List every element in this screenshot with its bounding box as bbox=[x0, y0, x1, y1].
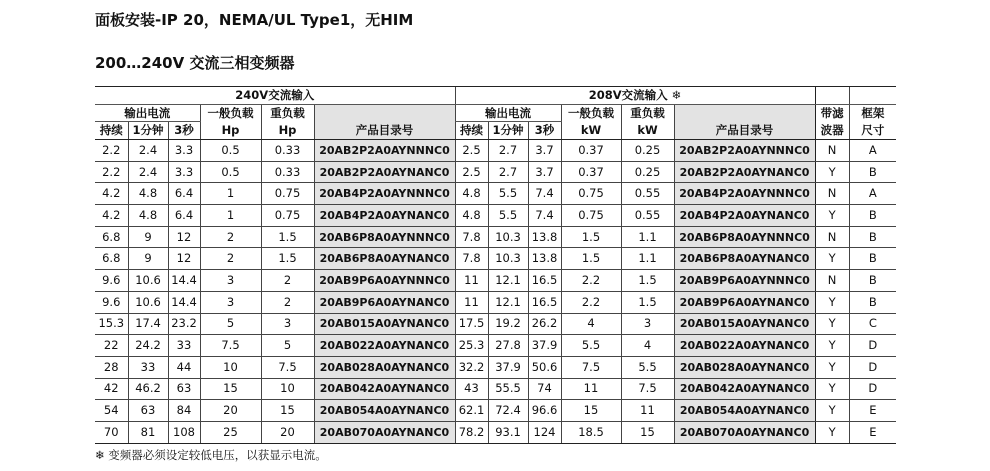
cell-kw-heavy: 1.1 bbox=[621, 248, 674, 270]
cell-catalog-240: 20AB4P2A0AYNANC0 bbox=[314, 205, 455, 227]
cell-hp-heavy: 1.5 bbox=[261, 226, 314, 248]
cell-hp-heavy: 2 bbox=[261, 291, 314, 313]
cell-cont-240: 22 bbox=[95, 335, 128, 357]
cell-kw-normal: 1.5 bbox=[561, 248, 621, 270]
cell-3sec-240: 108 bbox=[168, 421, 200, 443]
cell-kw-normal: 7.5 bbox=[561, 356, 621, 378]
cell-3sec-240: 14.4 bbox=[168, 291, 200, 313]
cell-hp-normal: 1 bbox=[200, 183, 261, 205]
cell-1min-240: 33 bbox=[128, 356, 168, 378]
cell-3sec-208: 3.7 bbox=[528, 161, 561, 183]
cell-hp-heavy: 2 bbox=[261, 270, 314, 292]
cell-kw-normal: 11 bbox=[561, 378, 621, 400]
cell-1min-208: 2.7 bbox=[488, 140, 528, 162]
cell-catalog-240: 20AB9P6A0AYNANC0 bbox=[314, 291, 455, 313]
cell-3sec-208: 124 bbox=[528, 421, 561, 443]
table-row bbox=[95, 226, 896, 248]
hp-unit-normal: Hp bbox=[200, 122, 261, 140]
cell-frame: D bbox=[849, 378, 896, 400]
cell-1min-208: 5.5 bbox=[488, 205, 528, 227]
cell-hp-normal: 10 bbox=[200, 356, 261, 378]
cell-catalog-208: 20AB2P2A0AYNNNC0 bbox=[674, 140, 815, 162]
cell-1min-240: 2.4 bbox=[128, 161, 168, 183]
cell-catalog-240: 20AB6P8A0AYNANC0 bbox=[314, 248, 455, 270]
cell-catalog-240: 20AB042A0AYNANC0 bbox=[314, 378, 455, 400]
cell-cont-240: 6.8 bbox=[95, 226, 128, 248]
cell-1min-208: 55.5 bbox=[488, 378, 528, 400]
cell-3sec-208: 50.6 bbox=[528, 356, 561, 378]
cell-catalog-208: 20AB015A0AYNANC0 bbox=[674, 313, 815, 335]
table-row bbox=[95, 400, 896, 422]
output-current-header-240: 输出电流 bbox=[95, 105, 200, 122]
header-group-row bbox=[95, 87, 896, 105]
cell-catalog-240: 20AB2P2A0AYNNNC0 bbox=[314, 140, 455, 162]
cell-cont-208: 2.5 bbox=[455, 161, 488, 183]
cell-hp-normal: 25 bbox=[200, 421, 261, 443]
frame-header-line1: 框架 bbox=[849, 105, 896, 122]
cell-cont-240: 15.3 bbox=[95, 313, 128, 335]
cell-catalog-208: 20AB4P2A0AYNNNC0 bbox=[674, 183, 815, 205]
cell-1min-240: 4.8 bbox=[128, 183, 168, 205]
cell-cont-208: 62.1 bbox=[455, 400, 488, 422]
cell-kw-normal: 0.75 bbox=[561, 183, 621, 205]
cell-catalog-208: 20AB9P6A0AYNANC0 bbox=[674, 291, 815, 313]
cell-1min-240: 9 bbox=[128, 248, 168, 270]
cell-3sec-240: 63 bbox=[168, 378, 200, 400]
cell-filter: Y bbox=[815, 400, 849, 422]
cell-kw-heavy: 11 bbox=[621, 400, 674, 422]
cell-hp-normal: 3 bbox=[200, 291, 261, 313]
cell-kw-heavy: 5.5 bbox=[621, 356, 674, 378]
three-sec-header-208: 3秒 bbox=[528, 122, 561, 140]
cell-catalog-208: 20AB028A0AYNANC0 bbox=[674, 356, 815, 378]
table-row bbox=[95, 356, 896, 378]
cell-filter: Y bbox=[815, 291, 849, 313]
table-row bbox=[95, 183, 896, 205]
hp-unit-heavy: Hp bbox=[261, 122, 314, 140]
cell-1min-240: 2.4 bbox=[128, 140, 168, 162]
cell-catalog-240: 20AB9P6A0AYNNNC0 bbox=[314, 270, 455, 292]
table-row bbox=[95, 378, 896, 400]
cell-kw-normal: 5.5 bbox=[561, 335, 621, 357]
table-row bbox=[95, 248, 896, 270]
cell-3sec-240: 84 bbox=[168, 400, 200, 422]
cell-kw-normal: 4 bbox=[561, 313, 621, 335]
cell-1min-240: 46.2 bbox=[128, 378, 168, 400]
cell-3sec-240: 3.3 bbox=[168, 161, 200, 183]
cell-filter: Y bbox=[815, 378, 849, 400]
cell-hp-normal: 20 bbox=[200, 400, 261, 422]
cell-3sec-208: 96.6 bbox=[528, 400, 561, 422]
cell-catalog-208: 20AB6P8A0AYNANC0 bbox=[674, 248, 815, 270]
table-row bbox=[95, 205, 896, 227]
normal-duty-header-240: 一般负载 bbox=[200, 105, 261, 122]
cell-3sec-240: 23.2 bbox=[168, 313, 200, 335]
cell-kw-heavy: 0.55 bbox=[621, 183, 674, 205]
cell-frame: A bbox=[849, 183, 896, 205]
cell-1min-240: 10.6 bbox=[128, 270, 168, 292]
cell-frame: D bbox=[849, 356, 896, 378]
cell-hp-heavy: 5 bbox=[261, 335, 314, 357]
cell-kw-heavy: 0.55 bbox=[621, 205, 674, 227]
cell-cont-208: 4.8 bbox=[455, 205, 488, 227]
cell-3sec-240: 14.4 bbox=[168, 270, 200, 292]
cell-cont-208: 25.3 bbox=[455, 335, 488, 357]
cell-cont-240: 70 bbox=[95, 421, 128, 443]
cell-3sec-208: 26.2 bbox=[528, 313, 561, 335]
cell-3sec-208: 7.4 bbox=[528, 183, 561, 205]
cell-3sec-240: 12 bbox=[168, 226, 200, 248]
cell-cont-240: 28 bbox=[95, 356, 128, 378]
cell-3sec-240: 6.4 bbox=[168, 205, 200, 227]
cell-kw-heavy: 1.1 bbox=[621, 226, 674, 248]
cell-cont-208: 17.5 bbox=[455, 313, 488, 335]
cell-hp-heavy: 10 bbox=[261, 378, 314, 400]
cell-filter: N bbox=[815, 183, 849, 205]
cell-frame: D bbox=[849, 335, 896, 357]
cell-hp-normal: 1 bbox=[200, 205, 261, 227]
cell-kw-heavy: 15 bbox=[621, 421, 674, 443]
cell-cont-240: 4.2 bbox=[95, 205, 128, 227]
heavy-duty-header-240: 重负载 bbox=[261, 105, 314, 122]
kw-unit-heavy: kW bbox=[621, 122, 674, 140]
cell-kw-normal: 18.5 bbox=[561, 421, 621, 443]
table-body bbox=[95, 140, 896, 444]
cell-kw-heavy: 4 bbox=[621, 335, 674, 357]
filter-header-line1: 带滤 bbox=[815, 105, 849, 122]
cell-filter: Y bbox=[815, 205, 849, 227]
heavy-duty-header-208: 重负载 bbox=[621, 105, 674, 122]
group-208v-header: 208V交流输入 ❄ bbox=[455, 87, 815, 105]
cell-hp-heavy: 0.75 bbox=[261, 205, 314, 227]
cell-hp-heavy: 20 bbox=[261, 421, 314, 443]
cell-frame: E bbox=[849, 421, 896, 443]
cell-hp-normal: 2 bbox=[200, 226, 261, 248]
header-sub-row bbox=[95, 105, 896, 122]
cell-3sec-240: 44 bbox=[168, 356, 200, 378]
cell-1min-240: 24.2 bbox=[128, 335, 168, 357]
cell-cont-240: 6.8 bbox=[95, 248, 128, 270]
cell-catalog-208: 20AB4P2A0AYNANC0 bbox=[674, 205, 815, 227]
header-unit-row bbox=[95, 122, 896, 140]
cell-1min-208: 72.4 bbox=[488, 400, 528, 422]
catalog-no-header-208: 产品目录号 bbox=[674, 122, 815, 140]
cell-filter: N bbox=[815, 270, 849, 292]
cell-1min-208: 10.3 bbox=[488, 248, 528, 270]
cell-1min-208: 19.2 bbox=[488, 313, 528, 335]
kw-unit-normal: kW bbox=[561, 122, 621, 140]
catalog-no-header-240: 产品目录号 bbox=[314, 122, 455, 140]
cell-catalog-208: 20AB2P2A0AYNANC0 bbox=[674, 161, 815, 183]
cell-hp-heavy: 0.75 bbox=[261, 183, 314, 205]
cell-3sec-208: 13.8 bbox=[528, 226, 561, 248]
cell-cont-240: 2.2 bbox=[95, 161, 128, 183]
table-row bbox=[95, 140, 896, 162]
cell-kw-normal: 2.2 bbox=[561, 270, 621, 292]
cell-cont-240: 9.6 bbox=[95, 270, 128, 292]
cell-3sec-240: 33 bbox=[168, 335, 200, 357]
cell-cont-208: 7.8 bbox=[455, 248, 488, 270]
page-heading: 面板安装-IP 20，NEMA/UL Type1，无HIM bbox=[95, 11, 414, 29]
cell-cont-208: 78.2 bbox=[455, 421, 488, 443]
cell-1min-240: 10.6 bbox=[128, 291, 168, 313]
cell-3sec-208: 16.5 bbox=[528, 291, 561, 313]
cell-cont-240: 2.2 bbox=[95, 140, 128, 162]
one-min-header-240: 1分钟 bbox=[128, 122, 168, 140]
cell-catalog-208: 20AB6P8A0AYNNNC0 bbox=[674, 226, 815, 248]
cell-3sec-208: 16.5 bbox=[528, 270, 561, 292]
cell-filter: Y bbox=[815, 248, 849, 270]
table-row bbox=[95, 313, 896, 335]
cell-catalog-240: 20AB054A0AYNANC0 bbox=[314, 400, 455, 422]
filter-header-line2: 波器 bbox=[815, 122, 849, 140]
three-sec-header-240: 3秒 bbox=[168, 122, 200, 140]
table-row bbox=[95, 161, 896, 183]
cell-kw-heavy: 0.25 bbox=[621, 161, 674, 183]
cell-frame: B bbox=[849, 248, 896, 270]
cell-1min-240: 63 bbox=[128, 400, 168, 422]
cell-frame: B bbox=[849, 291, 896, 313]
footnote: ❄ 变频器必须设定较低电压，以获显示电流。 bbox=[95, 448, 327, 462]
cell-cont-240: 54 bbox=[95, 400, 128, 422]
one-min-header-208: 1分钟 bbox=[488, 122, 528, 140]
cell-hp-normal: 15 bbox=[200, 378, 261, 400]
cell-hp-normal: 0.5 bbox=[200, 161, 261, 183]
cell-catalog-240: 20AB4P2A0AYNNNC0 bbox=[314, 183, 455, 205]
cell-catalog-240: 20AB028A0AYNANC0 bbox=[314, 356, 455, 378]
cell-kw-normal: 0.37 bbox=[561, 161, 621, 183]
cell-3sec-208: 13.8 bbox=[528, 248, 561, 270]
cell-3sec-240: 12 bbox=[168, 248, 200, 270]
cell-kw-heavy: 1.5 bbox=[621, 291, 674, 313]
cell-hp-heavy: 7.5 bbox=[261, 356, 314, 378]
cell-kw-heavy: 1.5 bbox=[621, 270, 674, 292]
cell-catalog-240: 20AB6P8A0AYNNNC0 bbox=[314, 226, 455, 248]
cell-cont-208: 43 bbox=[455, 378, 488, 400]
cell-1min-240: 4.8 bbox=[128, 205, 168, 227]
cell-filter: Y bbox=[815, 356, 849, 378]
cell-1min-208: 2.7 bbox=[488, 161, 528, 183]
cell-kw-normal: 15 bbox=[561, 400, 621, 422]
cell-kw-heavy: 3 bbox=[621, 313, 674, 335]
drive-spec-table bbox=[95, 86, 896, 444]
cell-cont-208: 7.8 bbox=[455, 226, 488, 248]
cell-hp-heavy: 0.33 bbox=[261, 140, 314, 162]
table-row bbox=[95, 291, 896, 313]
cell-kw-normal: 1.5 bbox=[561, 226, 621, 248]
cell-hp-heavy: 0.33 bbox=[261, 161, 314, 183]
cell-catalog-208: 20AB022A0AYNANC0 bbox=[674, 335, 815, 357]
cell-kw-heavy: 0.25 bbox=[621, 140, 674, 162]
cell-3sec-208: 74 bbox=[528, 378, 561, 400]
cell-frame: B bbox=[849, 226, 896, 248]
output-current-header-208: 输出电流 bbox=[455, 105, 561, 122]
cell-cont-208: 4.8 bbox=[455, 183, 488, 205]
cell-filter: N bbox=[815, 226, 849, 248]
cell-3sec-240: 3.3 bbox=[168, 140, 200, 162]
cell-catalog-240: 20AB2P2A0AYNANC0 bbox=[314, 161, 455, 183]
cell-catalog-208: 20AB9P6A0AYNNNC0 bbox=[674, 270, 815, 292]
cell-1min-208: 12.1 bbox=[488, 291, 528, 313]
cell-catalog-208: 20AB042A0AYNANC0 bbox=[674, 378, 815, 400]
cell-1min-208: 12.1 bbox=[488, 270, 528, 292]
cell-kw-heavy: 7.5 bbox=[621, 378, 674, 400]
cell-3sec-208: 37.9 bbox=[528, 335, 561, 357]
cell-3sec-240: 6.4 bbox=[168, 183, 200, 205]
cell-filter: Y bbox=[815, 313, 849, 335]
cell-hp-normal: 0.5 bbox=[200, 140, 261, 162]
cell-hp-heavy: 1.5 bbox=[261, 248, 314, 270]
cell-frame: B bbox=[849, 270, 896, 292]
cell-1min-208: 10.3 bbox=[488, 226, 528, 248]
cell-kw-normal: 2.2 bbox=[561, 291, 621, 313]
cell-kw-normal: 0.75 bbox=[561, 205, 621, 227]
cell-kw-normal: 0.37 bbox=[561, 140, 621, 162]
table-row bbox=[95, 335, 896, 357]
cell-1min-240: 17.4 bbox=[128, 313, 168, 335]
cell-1min-208: 93.1 bbox=[488, 421, 528, 443]
cell-hp-heavy: 15 bbox=[261, 400, 314, 422]
cell-filter: Y bbox=[815, 421, 849, 443]
cell-3sec-208: 7.4 bbox=[528, 205, 561, 227]
table-row bbox=[95, 270, 896, 292]
group-240v-header: 240V交流输入 bbox=[95, 87, 455, 105]
cell-catalog-208: 20AB054A0AYNANC0 bbox=[674, 400, 815, 422]
cell-filter: N bbox=[815, 140, 849, 162]
cell-cont-208: 2.5 bbox=[455, 140, 488, 162]
table-row bbox=[95, 421, 896, 443]
continuous-header-208: 持续 bbox=[455, 122, 488, 140]
cell-filter: Y bbox=[815, 335, 849, 357]
cell-hp-normal: 3 bbox=[200, 270, 261, 292]
cell-catalog-208: 20AB070A0AYNANC0 bbox=[674, 421, 815, 443]
cell-filter: Y bbox=[815, 161, 849, 183]
cell-cont-208: 11 bbox=[455, 291, 488, 313]
cell-hp-normal: 2 bbox=[200, 248, 261, 270]
cell-cont-240: 4.2 bbox=[95, 183, 128, 205]
cell-catalog-240: 20AB015A0AYNANC0 bbox=[314, 313, 455, 335]
cell-1min-240: 81 bbox=[128, 421, 168, 443]
cell-cont-208: 11 bbox=[455, 270, 488, 292]
cell-hp-heavy: 3 bbox=[261, 313, 314, 335]
cell-1min-208: 37.9 bbox=[488, 356, 528, 378]
cell-frame: B bbox=[849, 205, 896, 227]
cell-frame: A bbox=[849, 140, 896, 162]
cell-cont-240: 9.6 bbox=[95, 291, 128, 313]
cell-cont-208: 32.2 bbox=[455, 356, 488, 378]
cell-1min-208: 27.8 bbox=[488, 335, 528, 357]
cell-hp-normal: 7.5 bbox=[200, 335, 261, 357]
section-heading: 200…240V 交流三相变频器 bbox=[95, 54, 295, 72]
cell-frame: B bbox=[849, 161, 896, 183]
cell-frame: E bbox=[849, 400, 896, 422]
cell-catalog-240: 20AB070A0AYNANC0 bbox=[314, 421, 455, 443]
cell-hp-normal: 5 bbox=[200, 313, 261, 335]
frame-header-line2: 尺寸 bbox=[849, 122, 896, 140]
cell-catalog-240: 20AB022A0AYNANC0 bbox=[314, 335, 455, 357]
cell-cont-240: 42 bbox=[95, 378, 128, 400]
cell-3sec-208: 3.7 bbox=[528, 140, 561, 162]
continuous-header-240: 持续 bbox=[95, 122, 128, 140]
normal-duty-header-208: 一般负载 bbox=[561, 105, 621, 122]
cell-1min-208: 5.5 bbox=[488, 183, 528, 205]
cell-frame: C bbox=[849, 313, 896, 335]
cell-1min-240: 9 bbox=[128, 226, 168, 248]
